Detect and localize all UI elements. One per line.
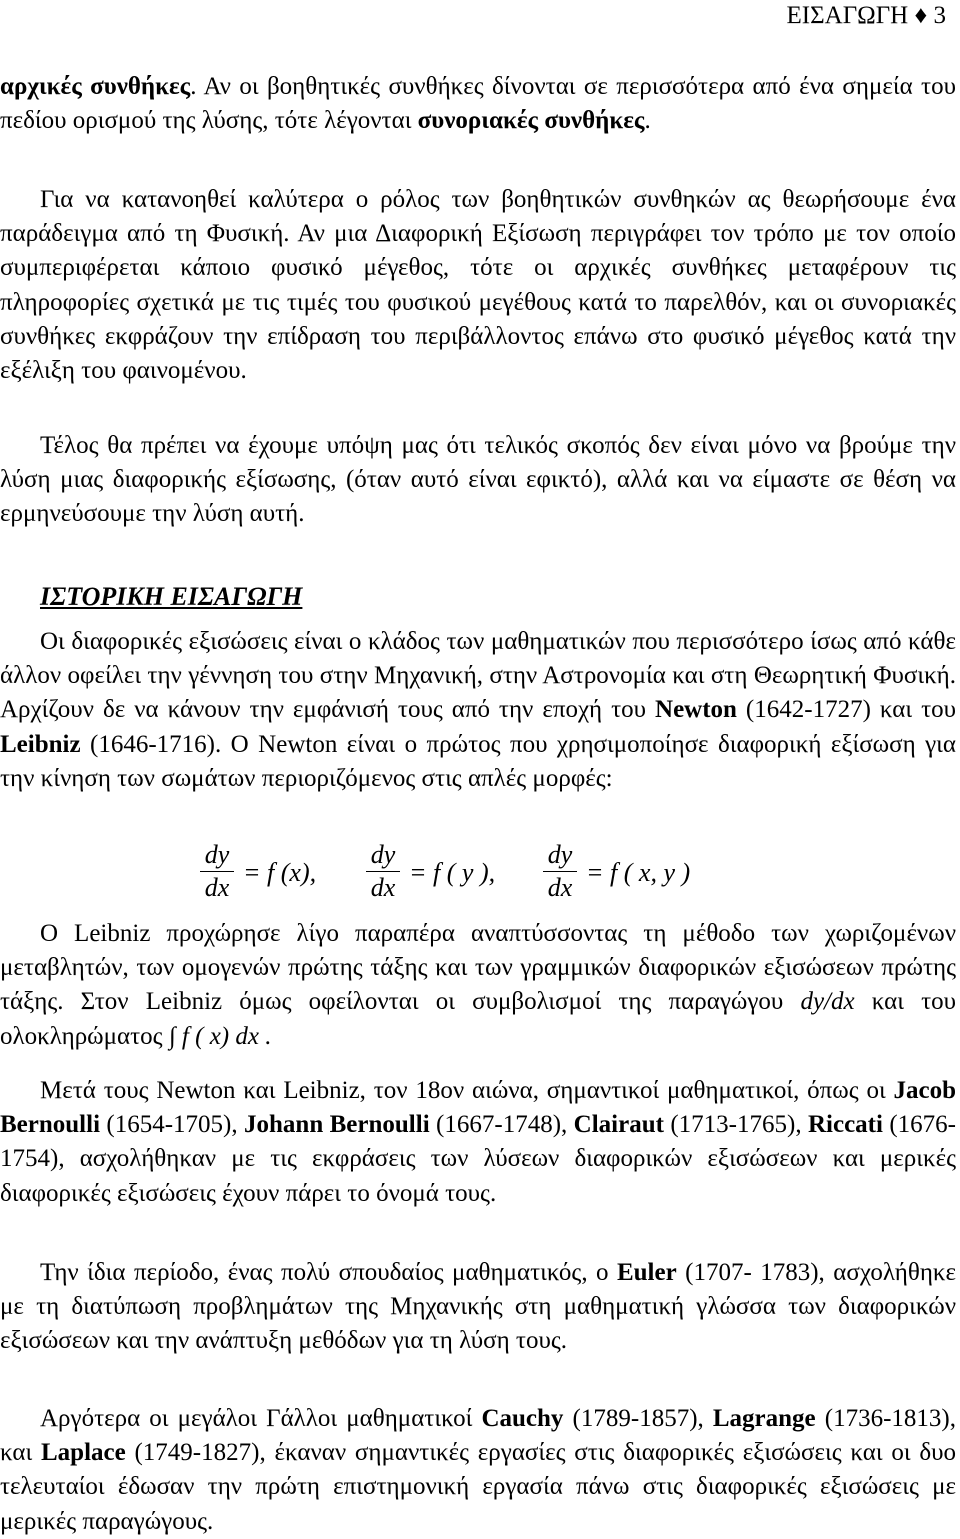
name-clairaut: Clairaut [573,1111,664,1139]
denominator: dx [547,873,573,902]
paragraph-text: . [644,107,651,135]
paragraph-text: . Αν οι βοηθητικές συνθήκες δίνονται σε περισσότερα από ένα σημεία του πεδίου ορισμού της λύσης, τότε λέγονται [0,73,956,135]
paragraph-text: Μετά τους Newton και Leibniz, τον 18ον αιώνα, σημαντικοί μαθηματικοί, όπως οι [40,1077,894,1104]
numerator: dy [547,840,573,869]
numerator: dy [370,840,396,869]
denominator: dx [370,873,396,902]
paragraph-text: (1789-1857), [563,1405,713,1432]
name-cauchy: Cauchy [481,1405,564,1432]
name-leibniz: Leibniz [0,730,81,758]
page-header: ΕΙΣΑΓΩΓΗ ♦ 3 [786,2,946,29]
paragraph-text: Οι διαφορικές εξισώσεις είναι ο κλάδος των μαθηματικών που περισσότερο ίσως από κάθε άλλον οφείλει την γέννηση του στην Μηχανική, στην Αστρονομία και στη Θεωρητική Φυσική. Αρχίζουν δε να κάνουν την εμφάνισή τους από την εποχή του [0,628,956,724]
paragraph-text: (1713-1765), [663,1111,808,1139]
equation-rhs-2: = f ( y ), [409,858,496,887]
paragraph-french-mathematicians [0,1402,956,1539]
paragraph-text: (1667-1748), [429,1111,574,1139]
name-euler: Euler [616,1259,677,1286]
paragraph-text: (1646-1716). Ο Newton είναι ο πρώτος που χρησιμοποίησε διαφορική εξίσωση για την κίνηση των σωμάτων περιοριζόμενος στις απλές μορφές: [0,730,956,792]
paragraph-text: (1642-1727) και του [736,696,956,724]
name-newton: Newton [655,696,737,724]
paragraph-text: (1736-1813), και [0,1405,956,1467]
paragraph-euler [0,1256,956,1359]
name-johann-bernoulli: Johann Bernoulli [244,1111,430,1139]
fraction-dydx-1 [200,840,234,903]
term-initial-conditions: αρχικές συνθήκες [0,73,191,100]
name-riccati: Riccati [807,1111,883,1139]
paragraph-text: (1676-1754), ασχολήθηκαν με τις εκφράσεις των λύσεων διαφορικών εξισώσεων και μερικές διαφορικές εξισώσεις έχουν πάρει το όνομά τους. [0,1111,956,1207]
paragraph-text: (1707- 1783), ασχολήθηκε με τη διατύπωση προβλημάτων της Μηχανικής στη μαθηματική γλώσσα των διαφορικών εξισώσεων και την ανάπτυξη μεθόδων για τη λύση τους. [0,1259,957,1355]
paragraph-conditions [0,70,956,138]
name-laplace: Laplace [40,1439,126,1467]
paragraph-history-intro [0,625,956,796]
name-jacob-bernoulli: Jacob Bernoulli [0,1077,956,1139]
name-lagrange: Lagrange [712,1405,816,1432]
paragraph-text: Ο Leibniz προχώρησε λίγο παραπέρα αναπτύσσοντας τη μέθοδο των χωριζομένων μεταβλητών, των ομογενών πρώτης τάξης και των γραμμικών διαφορικών εξισώσεων πρώτης τάξης. Στον Leibniz όμως οφείλονται οι συμβολισμοί της παραγώγου [0,920,956,1016]
section-heading: ΙΣΤΟΡΙΚΗ ΕΙΣΑΓΩΓΗ [40,582,303,611]
fraction-dydx-2 [366,840,400,903]
paragraph-18th-century [0,1074,956,1211]
paragraph-text: και του ολοκληρώματος [0,988,956,1050]
paragraph-text: Αργότερα οι μεγάλοι Γάλλοι μαθηματικοί [40,1405,482,1432]
paragraph-text: (1749-1827), έκαναν σημαντικές εργασίες στις διαφορικές εξισώσεις και οι δυο τελευταίοι έδωσαν την πρώτη επιστημονική εργασία πάνω στις διαφορικές εξισώσεις με μερικές παραγώγους. [0,1439,957,1535]
fraction-dydx-3 [543,840,577,903]
term-boundary-conditions: συνοριακές συνθήκες [417,107,645,135]
denominator: dx [204,873,230,902]
paragraph-physics-example: Για να κατανοηθεί καλύτερα ο ρόλος των βοηθητικών συνθηκών ας θεωρήσουμε ένα παράδειγμα από τη Φυσική. Αν μια Διαφορική Εξίσωση περιγράφει τον τρόπο με τον οποίο συμπεριφέρεται κάποιο φυσικό μέγεθος, τότε οι αρχικές συνθήκες μεταφέρουν τις πληροφορίες σχετικά με τις τιμές του φυσικού μεγέθους κατά το παρελθόν, και οι συνοριακές συνθήκες εκφράζουν την επίδραση του περιβάλλοντος επάνω στο φυσικό μέγεθος κατά την εξέλιξη του φαινομένου. [0,186,956,385]
paragraph-purpose: Τέλος θα πρέπει να έχουμε υπόψη μας ότι τελικός σκοπός δεν είναι μόνο να βρούμε την λύση μιας διαφορικής εξίσωσης, (όταν αυτό είναι εφικτό), αλλά και να είμαστε σε θέση να ερμηνεύσουμε την λύση αυτή. [0,432,956,528]
equation-rhs-1: = f (x), [243,858,317,887]
derivative-notation: dy/dx [800,988,855,1016]
integral-notation: ∫ f ( x) dx . [168,1022,272,1050]
paragraph-text: (1654-1705), [100,1111,245,1139]
numerator: dy [204,840,230,869]
paragraph-text: Την ίδια περίοδο, ένας πολύ σπουδαίος μαθηματικός, ο [40,1259,617,1286]
paragraph-leibniz [0,917,956,1054]
equation-rhs-3: = f ( x, y ) [586,858,691,887]
